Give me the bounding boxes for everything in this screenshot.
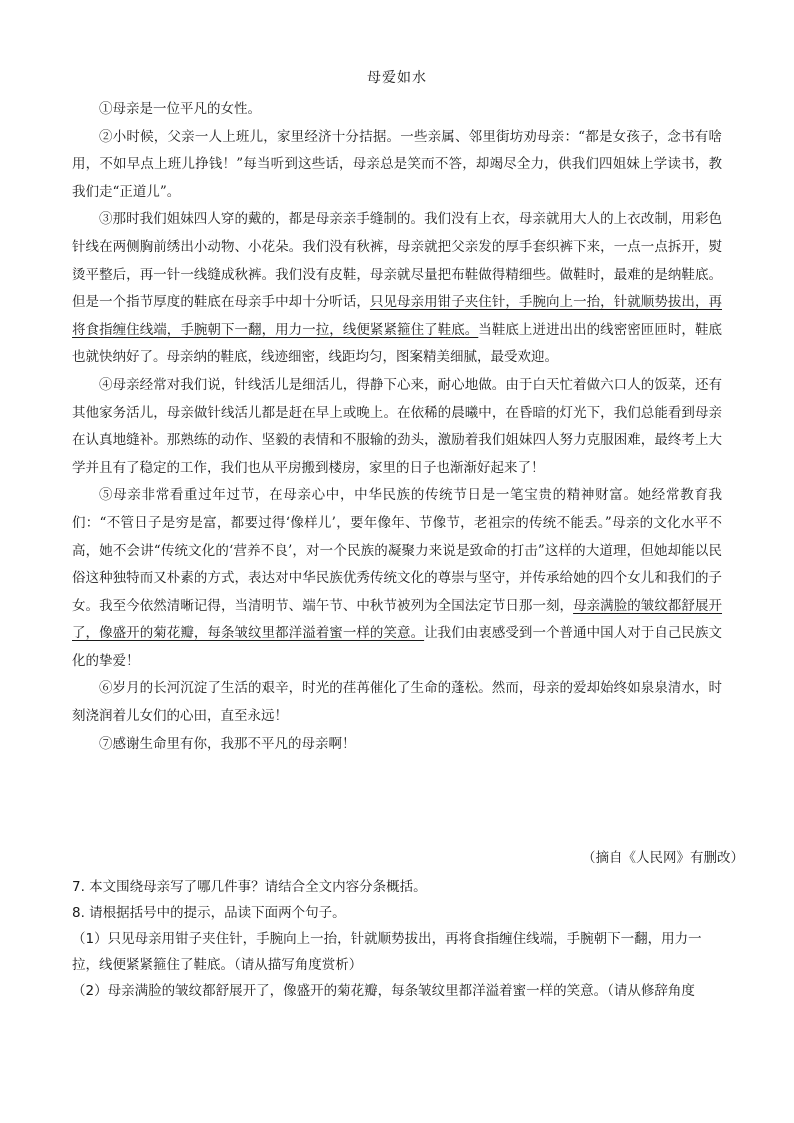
paragraph-4: ④母亲经常对我们说，针线活儿是细活儿，得静下心来，耐心地做。由于白天忙着做六口人的饭菜，还有其他家务活儿，母亲做针线活儿都是赶在早上或晚上。在依稀的晨曦中，在昏暗的灯光下，我们总能看到母亲在认真地缝补。那熟练的动作、坚毅的表情和不服输的劲头，激励着我们姐妹四人努力克服困难，最终考上大学并且有了稳定的工作，我们也从平房搬到楼房，家里的日子也渐渐好起来了！ [72, 376, 722, 476]
paragraph-6: ⑥岁月的长河沉淀了生活的艰辛，时光的荏苒催化了生命的蓬松。然而，母亲的爱却始终如泉泉清水，时刻浇润着儿女们的心田，直至永远！ [72, 680, 722, 725]
question-8: 8. 请根据括号中的提示，品读下面两个句子。 [72, 905, 346, 921]
questions-section [72, 874, 722, 1004]
paragraph-3-text-a: ③那时我们姐妹四人穿的戴的，都是母亲亲手缝制的。我们没有上衣，母亲就用大人的上衣改制，用彩色针线在两侧胸前绣出小动物、小花朵。我们没有秋裤，母亲就把父亲发的厚手套织裤下来，一点一点拆开，熨烫平整后，再一针一线缝成秋裤。我们没有皮鞋，母亲就尽量把布鞋做得精细些。做鞋时，最难的是纳鞋底。但是一个指节厚度的鞋底在母亲手中却十分听话， [72, 211, 722, 311]
paragraph-5 [72, 482, 722, 675]
underlined-sentence-1: 只见母亲用钳子夹住针，手腕向上一抬，针就顺势拔出，再将食指缠住线端，手腕朝下一翻，用力一拉，线便紧紧箍住了鞋底。 [72, 294, 723, 338]
paragraph-5-text-a: ⑤母亲非常看重过年过节，在母亲心中，中华民族的传统节日是一笔宝贵的精神财富。她经常教育我们：“不管日子是穷是富，都要过得‘像样儿’，要年像年、节像节，老祖宗的传统不能丢。”母亲的文化水平不高，她不会讲“传统文化的‘营养不良’，对一个民族的凝聚力来说是致命的打击”这样的大道理，但她却能以民俗这种独特而又朴素的方式，表达对中华民族优秀传统文化的尊崇与坚守，并传承给她的四个女儿和我们的子女。我至今依然清晰记得，当清明节、端午节、中秋节被列为全国法定节日那一刻， [72, 487, 722, 614]
paragraph-5-text-b: 让我们由衷感受到一个普通中国人对于自己民族文化的挚爱！ [72, 625, 723, 669]
article-body [72, 96, 722, 758]
underlined-sentence-2: 母亲满脸的皱纹都舒展开了，像盛开的菊花瓣，每条皱纹里都洋溢着蜜一样的笑意。 [72, 597, 723, 642]
article-title: 母爱如水 [367, 70, 427, 86]
paragraph-3 [72, 206, 722, 372]
paragraph-7: ⑦感谢生命里有你，我那不平凡的母亲啊！ [99, 735, 356, 752]
paragraph-1: ①母亲是一位平凡的女性。 [99, 101, 261, 117]
paragraph-2: ②小时候，父亲一人上班儿，家里经济十分拮据。一些亲属、邻里街坊劝母亲：“都是女孩子，念书有啥用，不如早点上班儿挣钱！”每当听到这些话，母亲总是笑而不答，却竭尽全力，供我们四姐妹上学读书，教我们走“正道儿”。 [72, 128, 722, 200]
paragraph-3-text-b: 当鞋底上迸进出出的线密密匝匝时，鞋底也就快纳好了。母亲纳的鞋底，线迹细密，线距均匀，图案精美细腻，最受欢迎。 [72, 321, 723, 366]
question-7: 7. 本文围绕母亲写了哪几件事？请结合全文内容分条概括。 [72, 879, 427, 895]
question-8-part-2: （2）母亲满脸的皱纹都舒展开了，像盛开的菊花瓣，每条皱纹里都洋溢着蜜一样的笑意。（请从修辞角度 [72, 983, 695, 999]
question-8-part-1: （1）只见母亲用钳子夹住针，手腕向上一抬，针就顺势拔出，再将食指缠住线端，手腕朝下一翻，用力一拉，线便紧紧箍住了鞋底。（请从描写角度赏析） [72, 931, 702, 973]
source-note: （摘自《人民网》有删改） [582, 850, 744, 866]
